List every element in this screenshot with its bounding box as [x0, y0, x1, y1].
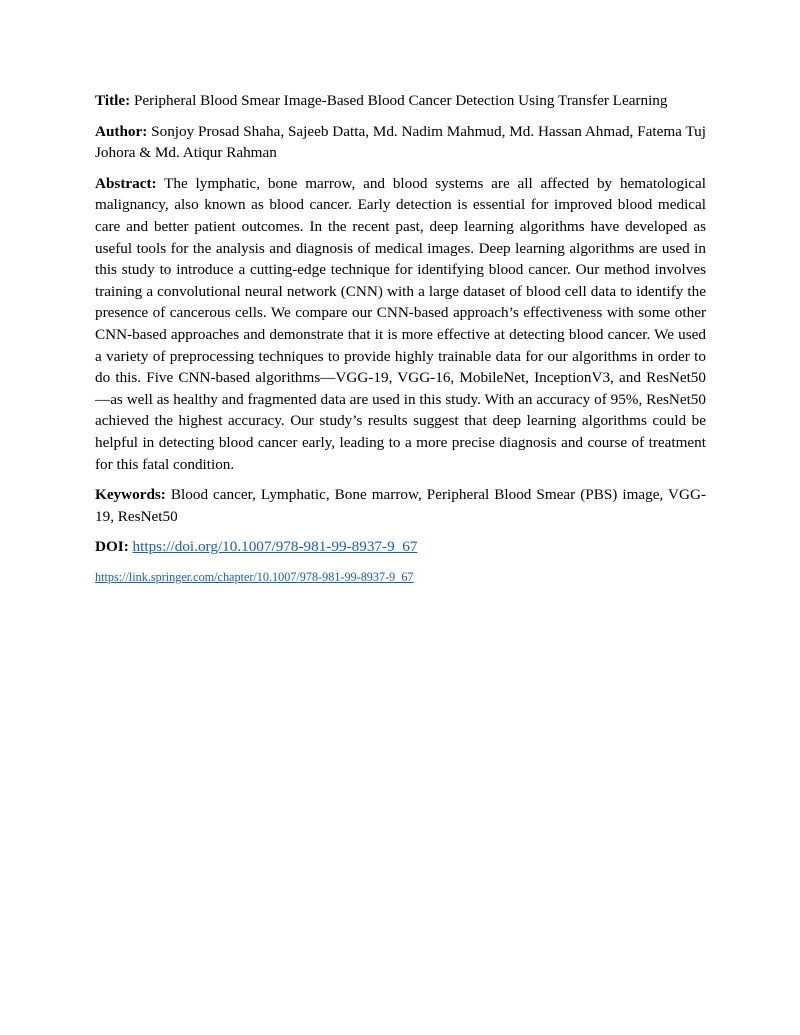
abstract-label: Abstract:	[95, 174, 157, 192]
author-label: Author:	[95, 122, 148, 140]
keywords-text: Blood cancer, Lymphatic, Bone marrow, Peripheral Blood Smear (PBS) image, VGG-19, ResNet50	[95, 486, 707, 525]
abstract-text: The lymphatic, bone marrow, and blood systems are all affected by hematological malignancy, also known as blood cancer. Early detection is essential for improved blood medical care and better patient outcomes. In the recent past, deep learning algorithms have developed as useful tools for the analysis and diagnosis of medical images. Deep learning algorithms are used in this study to introduce a cutting-edge technique for identifying blood cancer. Our method involves training a convolutional neural network (CNN) with a large dataset of blood cell data to identify the presence of cancerous cells. We compare our CNN-based approach’s effectiveness with some other CNN-based approaches and demonstrate that it is more effective at detecting blood cancer. We used a variety of preprocessing techniques to provide highly trainable data for our algorithms in order to do this. Five CNN-based algorithms—VGG-19, VGG-16, MobileNet, InceptionV3, and ResNet50—as well as healthy and fragmented data are used in this study. With an accuracy of 95%, ResNet50 achieved the highest accuracy. Our study’s results suggest that deep learning algorithms could be helpful in detecting blood cancer early, leading to a more precise diagnosis and course of treatment for this fatal condition.	[95, 174, 706, 473]
document-page	[95, 90, 706, 597]
springer-link[interactable]: https://link.springer.com/chapter/10.1007/978-981-99-8937-9_67	[95, 569, 414, 584]
doi-paragraph	[95, 536, 706, 558]
author-text: Sonjoy Prosad Shaha, Sajeeb Datta, Md. Nadim Mahmud, Md. Hassan Ahmad, Fatema Tuj Johora & Md. Atiqur Rahman	[95, 122, 706, 162]
doi-link[interactable]: https://doi.org/10.1007/978-981-99-8937-9_67	[132, 538, 418, 556]
title-text: Peripheral Blood Smear Image-Based Blood Cancer Detection Using Transfer Learning	[133, 92, 668, 109]
author-paragraph	[95, 121, 706, 164]
abstract-paragraph	[95, 173, 706, 475]
keywords-paragraph	[95, 484, 706, 527]
springer-link-paragraph	[95, 567, 706, 589]
doi-label: DOI:	[95, 538, 129, 556]
title-label: Title:	[95, 92, 131, 109]
keywords-label: Keywords:	[95, 486, 166, 504]
title-paragraph	[95, 90, 706, 112]
